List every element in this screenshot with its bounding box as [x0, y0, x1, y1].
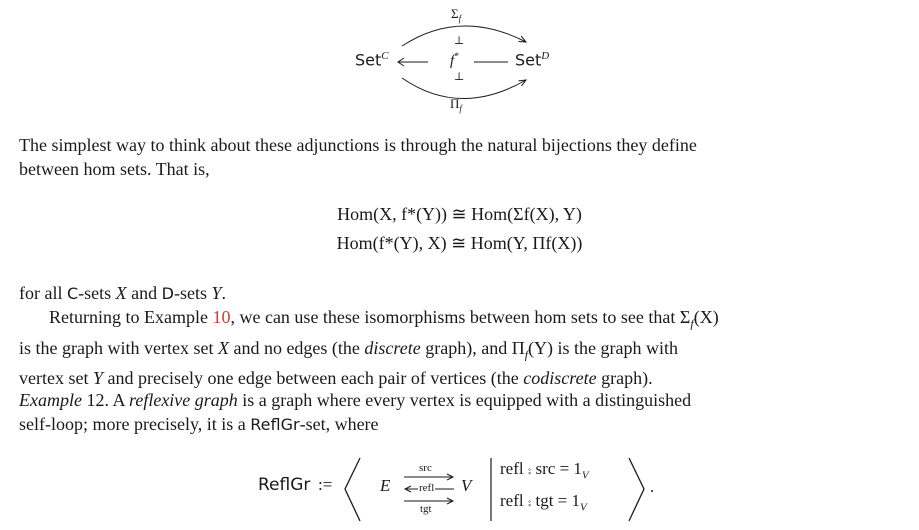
D-category: D: [161, 284, 174, 303]
pi-f-label: $\Pi_f$: [450, 96, 462, 114]
example-12-line2: self-loop; more precisely, it is a ReflGr-set, where: [19, 414, 379, 434]
reflgr-presentation: [258, 455, 678, 530]
src-label: src: [419, 462, 432, 474]
set-D: Set$^D$: [515, 50, 550, 70]
equation-1: Hom(X, f*(Y)) ≅ Hom(Σf(X), Y): [337, 204, 582, 224]
equation-2: Hom(f*(Y), X) ≅ Hom(Y, Πf(X)): [336, 233, 583, 253]
perp-bottom: ⊥: [454, 71, 465, 83]
reflgr-period: .: [650, 477, 655, 496]
paragraph-intro-line2: between hom sets. That is,: [19, 159, 210, 179]
paragraph-intro: [19, 133, 899, 181]
set-C: Set$^C$: [355, 50, 389, 70]
equation-refl-src: refl ⨾ src = $1_V$: [500, 459, 589, 482]
example-label: Example: [19, 390, 82, 410]
example-12: [19, 388, 899, 437]
object-V: V: [461, 476, 472, 495]
fstar-label: f*: [450, 51, 459, 69]
equation-refl-tgt: refl ⨾ tgt = $1_V$: [500, 491, 587, 514]
reflgr-name: ReflGr: [258, 475, 311, 495]
paragraph-forall: for all C-sets X and D-sets Y.: [19, 283, 226, 303]
tgt-label: tgt: [420, 503, 432, 515]
paragraph-intro-line1: The simplest way to think about these adjunctions is through the natural bijections they define: [19, 135, 697, 155]
example-12-line1: Example 12. A reflexive graph is a graph where every vertex is equipped with a distinguished: [19, 390, 692, 410]
paragraph-returning-line2: is the graph with vertex set X and no edges (the discrete graph), and $\Pi_f(Y)$ is the graph with: [19, 337, 679, 362]
sigma-f-label: $\Sigma_f$: [451, 6, 462, 24]
perp-top: ⊥: [454, 35, 465, 47]
paragraph-returning-line3: vertex set Y and precisely one edge between each pair of vertices (the codiscrete graph).: [19, 368, 653, 389]
adjunction-diagram: [340, 0, 580, 118]
refl-label: refl: [419, 482, 435, 494]
paragraph-returning-line1: Returning to Example 10, we can use these isomorphisms between hom sets to see that $\Sigma_f(X)$: [49, 307, 719, 331]
paragraph-returning: [19, 305, 899, 390]
reflgr-defeq: :=: [318, 475, 333, 494]
example-10-link[interactable]: 10: [212, 307, 231, 327]
C-category: C: [66, 284, 79, 303]
object-E: E: [380, 476, 391, 495]
